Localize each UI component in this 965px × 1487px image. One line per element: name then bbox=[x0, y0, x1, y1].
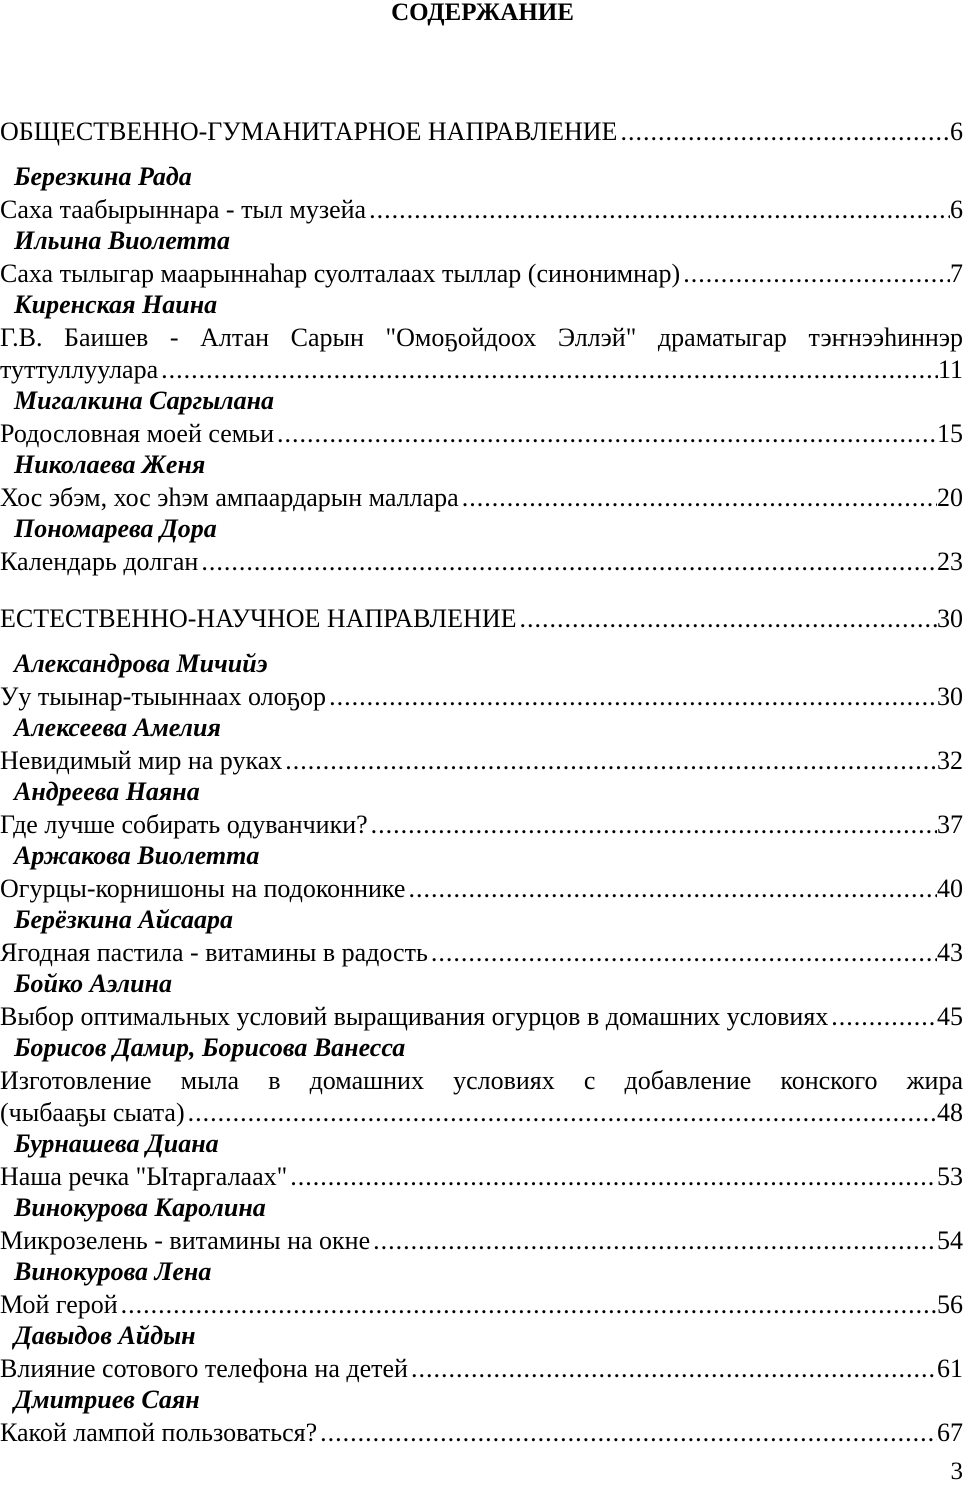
author-name: Винокурова Лена bbox=[14, 1257, 212, 1286]
section-title: ОБЩЕСТВЕННО-ГУМАНИТАРНОЕ НАПРАВЛЕНИЕ bbox=[0, 117, 618, 146]
page-number: 6 bbox=[950, 195, 963, 224]
toc-entry[interactable] bbox=[0, 873, 963, 904]
toc-entry[interactable] bbox=[0, 546, 963, 577]
page-title: СОДЕРЖАНИЕ bbox=[391, 0, 574, 26]
page-number: 61 bbox=[937, 1354, 963, 1383]
author-name: Аржакова Виолетта bbox=[14, 841, 260, 870]
entry-title: Наша речка "Ытаргалаах" bbox=[0, 1162, 288, 1191]
page-number: 20 bbox=[937, 483, 963, 512]
toc-entry[interactable] bbox=[0, 482, 963, 513]
toc-entry[interactable] bbox=[0, 354, 963, 385]
page-number: 43 bbox=[937, 938, 963, 967]
toc-entry[interactable] bbox=[0, 1289, 963, 1320]
section-heading[interactable] bbox=[0, 116, 963, 147]
entry-title: Какой лампой пользоваться? bbox=[0, 1418, 318, 1447]
page-number: 40 bbox=[937, 874, 963, 903]
dot-leader bbox=[405, 873, 937, 904]
toc-entry[interactable] bbox=[0, 1097, 963, 1128]
toc-entry[interactable] bbox=[0, 745, 963, 776]
page-number: 56 bbox=[937, 1290, 963, 1319]
dot-leader bbox=[370, 1225, 937, 1256]
entry-title: Уу тыынар-тыыннаах олоҕор bbox=[0, 682, 327, 711]
page-number: 32 bbox=[937, 746, 963, 775]
page-number: 37 bbox=[937, 810, 963, 839]
dot-leader bbox=[680, 258, 950, 289]
author-name: Березкина Рада bbox=[14, 162, 192, 191]
page-number: 45 bbox=[937, 1002, 963, 1031]
author-name: Давыдов Айдын bbox=[14, 1321, 196, 1350]
author-name: Ильина Виолетта bbox=[14, 226, 230, 255]
page-number: 48 bbox=[937, 1098, 963, 1127]
author-name: Андреева Наяна bbox=[14, 777, 200, 806]
dot-leader bbox=[287, 1161, 937, 1192]
page-number: 23 bbox=[937, 547, 963, 576]
author-name: Борисов Дамир, Борисова Ванесса bbox=[14, 1033, 406, 1062]
entry-title: Саха тылыгар маарыннаһар суолталаах тыллар (синонимнар) bbox=[0, 259, 681, 288]
dot-leader bbox=[828, 1001, 937, 1032]
entry-title: Саха таабырыннара - тыл музейа bbox=[0, 195, 367, 224]
entry-title: Хос эбэм, хос эһэм ампаардарын маллара bbox=[0, 483, 459, 512]
toc-entry[interactable] bbox=[0, 809, 963, 840]
entry-title: Микрозелень - витамины на окне bbox=[0, 1226, 371, 1255]
entry-title: Выбор оптимальных условий выращивания огурцов в домашних условиях bbox=[0, 1002, 829, 1031]
entry-title: Влияние сотового телефона на детей bbox=[0, 1354, 408, 1383]
author-name: Дмитриев Саян bbox=[14, 1385, 200, 1414]
page-number: 30 bbox=[937, 682, 963, 711]
entry-title: Невидимый мир на руках bbox=[0, 746, 283, 775]
dot-leader bbox=[408, 1353, 937, 1384]
spacer bbox=[0, 577, 963, 603]
section-title: ЕСТЕСТВЕННО-НАУЧНОЕ НАПРАВЛЕНИЕ bbox=[0, 604, 517, 633]
spacer bbox=[0, 634, 963, 648]
toc-entry[interactable] bbox=[0, 418, 963, 449]
toc-entry[interactable] bbox=[0, 937, 963, 968]
footer-page-number: 3 bbox=[950, 1458, 963, 1485]
page-number: 53 bbox=[937, 1162, 963, 1191]
entry-title: Где лучше собирать одуванчики? bbox=[0, 810, 368, 839]
entry-title-line-2: (чыбааҕы сыата) bbox=[0, 1098, 185, 1127]
dot-leader bbox=[459, 482, 937, 513]
dot-leader bbox=[326, 681, 937, 712]
dot-leader bbox=[185, 1097, 937, 1128]
dot-leader bbox=[366, 194, 950, 225]
dot-leader bbox=[118, 1289, 937, 1320]
entry-title: Родословная моей семьи bbox=[0, 419, 274, 448]
author-name: Берёзкина Айсаара bbox=[14, 905, 233, 934]
dot-leader bbox=[282, 745, 937, 776]
dot-leader bbox=[428, 937, 937, 968]
toc-entry[interactable] bbox=[0, 194, 963, 225]
toc-entry[interactable] bbox=[0, 1001, 963, 1032]
dot-leader bbox=[368, 809, 937, 840]
entry-title: Огурцы-корнишоны на подоконнике bbox=[0, 874, 406, 903]
author-name: Николаева Женя bbox=[14, 450, 206, 479]
toc-entry[interactable] bbox=[0, 258, 963, 289]
toc-entry[interactable] bbox=[0, 681, 963, 712]
author-name: Винокурова Каролина bbox=[14, 1193, 266, 1222]
dot-leader bbox=[158, 354, 938, 385]
entry-title-line-1[interactable]: Г.В. Баишев - Алтан Сарын "Омоҕойдоох Эллэй" драматыгар тэҥнээһиннэр bbox=[0, 323, 963, 352]
section-heading[interactable] bbox=[0, 603, 963, 634]
dot-leader bbox=[617, 116, 950, 147]
author-name: Бурнашева Диана bbox=[14, 1129, 219, 1158]
spacer bbox=[0, 147, 963, 161]
page-number: 54 bbox=[937, 1226, 963, 1255]
dot-leader bbox=[317, 1417, 937, 1448]
author-name: Мигалкина Саргылана bbox=[14, 386, 275, 415]
entry-title-line-2: туттуллуулара bbox=[0, 355, 159, 384]
toc-entry[interactable] bbox=[0, 1353, 963, 1384]
author-name: Киренская Наина bbox=[14, 290, 218, 319]
toc-entry[interactable] bbox=[0, 1161, 963, 1192]
page-number: 30 bbox=[937, 604, 963, 633]
page-number: 11 bbox=[937, 355, 963, 384]
author-name: Бойко Аэлина bbox=[14, 969, 172, 998]
page-number: 7 bbox=[950, 259, 963, 288]
table-of-contents bbox=[0, 116, 963, 1448]
dot-leader bbox=[516, 603, 937, 634]
entry-title: Ягодная пастила - витамины в радость bbox=[0, 938, 428, 967]
author-name: Алексеева Амелия bbox=[14, 713, 221, 742]
toc-entry[interactable] bbox=[0, 1417, 963, 1448]
page-number: 15 bbox=[937, 419, 963, 448]
entry-title: Мой герой bbox=[0, 1290, 118, 1319]
dot-leader bbox=[274, 418, 937, 449]
entry-title-line-1[interactable]: Изготовление мыла в домашних условиях с добавление конского жира bbox=[0, 1066, 963, 1095]
entry-title: Календарь долган bbox=[0, 547, 199, 576]
author-name: Пономарева Дора bbox=[14, 514, 217, 543]
toc-entry[interactable] bbox=[0, 1225, 963, 1256]
dot-leader bbox=[198, 546, 937, 577]
page-number: 67 bbox=[937, 1418, 963, 1447]
author-name: Александрова Мичийэ bbox=[14, 649, 268, 678]
page-number: 6 bbox=[950, 117, 963, 146]
